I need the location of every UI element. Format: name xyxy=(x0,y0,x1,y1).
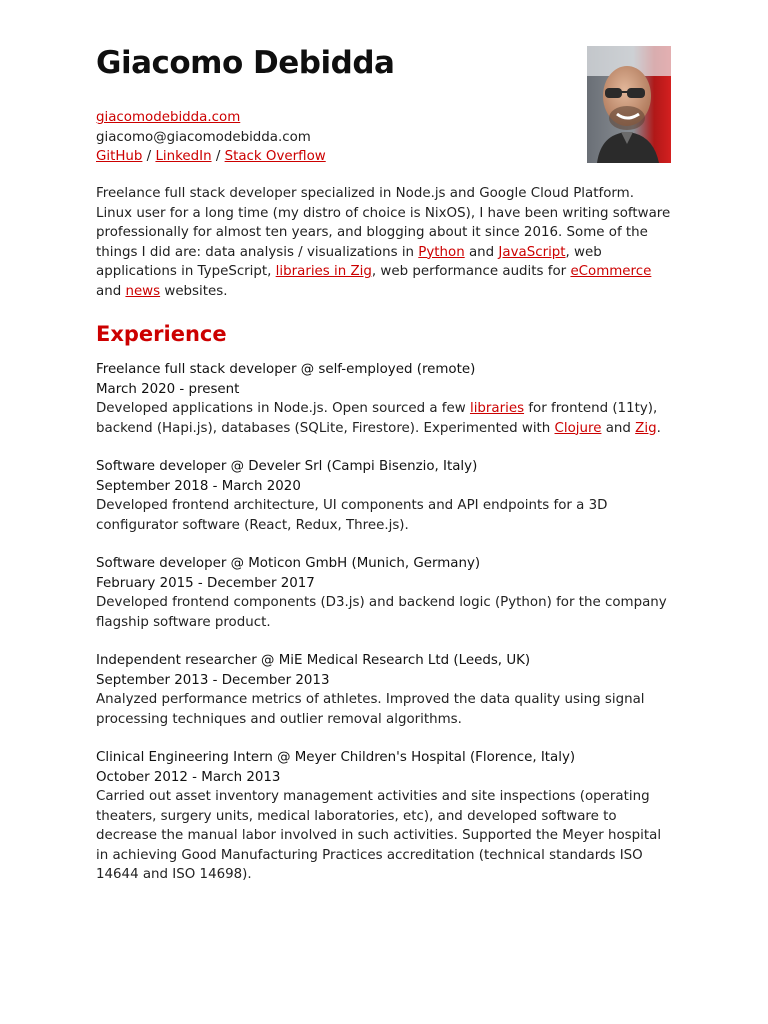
job-description xyxy=(96,399,674,438)
python-link[interactable]: Python xyxy=(418,244,465,260)
summary-text: , web applications in TypeScript, xyxy=(96,244,602,279)
job-entry xyxy=(96,360,674,438)
job-dates: March 2020 - present xyxy=(96,381,240,397)
job-title: Software developer @ Moticon GmbH (Munich, Germany) xyxy=(96,556,481,571)
job-title: Software developer @ Develer Srl (Campi Bisenzio, Italy) xyxy=(96,459,478,474)
javascript-link[interactable]: JavaScript xyxy=(498,244,566,260)
job-description-text: and xyxy=(601,420,636,436)
email-text: giacomo@giacomodebidda.com xyxy=(96,129,311,145)
name-heading: Giacomo Debidda xyxy=(96,45,395,81)
experience-heading: Experience xyxy=(96,322,227,346)
zig-libraries-link[interactable]: libraries in Zig xyxy=(275,264,372,279)
summary-text: Freelance full stack developer specialized in Node.js and Google Cloud Platform. Linux user for a long time (my distro of choice is NixOS), I have been writing software professionally for almost ten years, and blogging about it since 2016. Some of the things I did are: data analysis / visualizations in xyxy=(96,186,671,260)
job-description-text: for frontend (11ty), backend (Hapi.js), databases (SQLite, Firestore). Experimented with xyxy=(96,401,658,436)
experience-list xyxy=(96,360,674,904)
ecommerce-link[interactable]: eCommerce xyxy=(570,264,652,279)
job-description: Carried out asset inventory management activities and site inspections (operating theaters, surgery units, medical laboratories, etc), and developed software to decrease the manual labor involved in such activities. Supported the Meyer hospital in achieving Good Manufacturing Practices accreditation (technical standards ISO 14644 and ISO 14698). xyxy=(96,789,662,882)
job-title: Independent researcher @ MiE Medical Research Ltd (Leeds, UK) xyxy=(96,653,531,668)
stackoverflow-link[interactable]: Stack Overflow xyxy=(224,149,326,164)
job-entry xyxy=(96,748,674,885)
summary-text: and xyxy=(96,283,126,299)
job-dates: September 2013 - December 2013 xyxy=(96,672,330,688)
profile-links xyxy=(96,147,326,167)
libraries-link[interactable]: libraries xyxy=(469,401,525,416)
summary-text: and xyxy=(464,244,499,260)
summary-text: , web performance audits for xyxy=(371,264,571,279)
job-entry xyxy=(96,651,674,729)
job-description-text: Developed applications in Node.js. Open sourced a few xyxy=(96,401,470,416)
job-description: Developed frontend components (D3.js) and backend logic (Python) for the company flagship software product. xyxy=(96,595,667,630)
link-separator: / xyxy=(142,149,156,164)
profile-photo xyxy=(587,46,671,163)
contact-block xyxy=(96,108,326,167)
news-link[interactable]: news xyxy=(125,283,161,299)
job-description: Developed frontend architecture, UI components and API endpoints for a 3D configurator software (React, Redux, Three.js). xyxy=(96,498,608,533)
job-dates: February 2015 - December 2017 xyxy=(96,575,315,591)
link-separator: / xyxy=(211,149,225,164)
job-description-text: . xyxy=(656,420,661,436)
zig-link[interactable]: Zig xyxy=(635,420,657,436)
summary-paragraph xyxy=(96,184,674,301)
job-title: Freelance full stack developer @ self-employed (remote) xyxy=(96,362,476,377)
linkedin-link[interactable]: LinkedIn xyxy=(155,149,212,164)
job-description: Analyzed performance metrics of athletes. Improved the data quality using signal processing techniques and outlier removal algorithms. xyxy=(96,692,645,727)
job-dates: September 2018 - March 2020 xyxy=(96,478,301,494)
github-link[interactable]: GitHub xyxy=(96,149,143,164)
job-dates: October 2012 - March 2013 xyxy=(96,769,281,785)
website-link[interactable]: giacomodebidda.com xyxy=(96,110,241,125)
job-entry xyxy=(96,457,674,535)
summary-text: websites. xyxy=(160,283,228,299)
job-title: Clinical Engineering Intern @ Meyer Children's Hospital (Florence, Italy) xyxy=(96,750,576,765)
job-entry xyxy=(96,554,674,632)
clojure-link[interactable]: Clojure xyxy=(554,420,602,436)
